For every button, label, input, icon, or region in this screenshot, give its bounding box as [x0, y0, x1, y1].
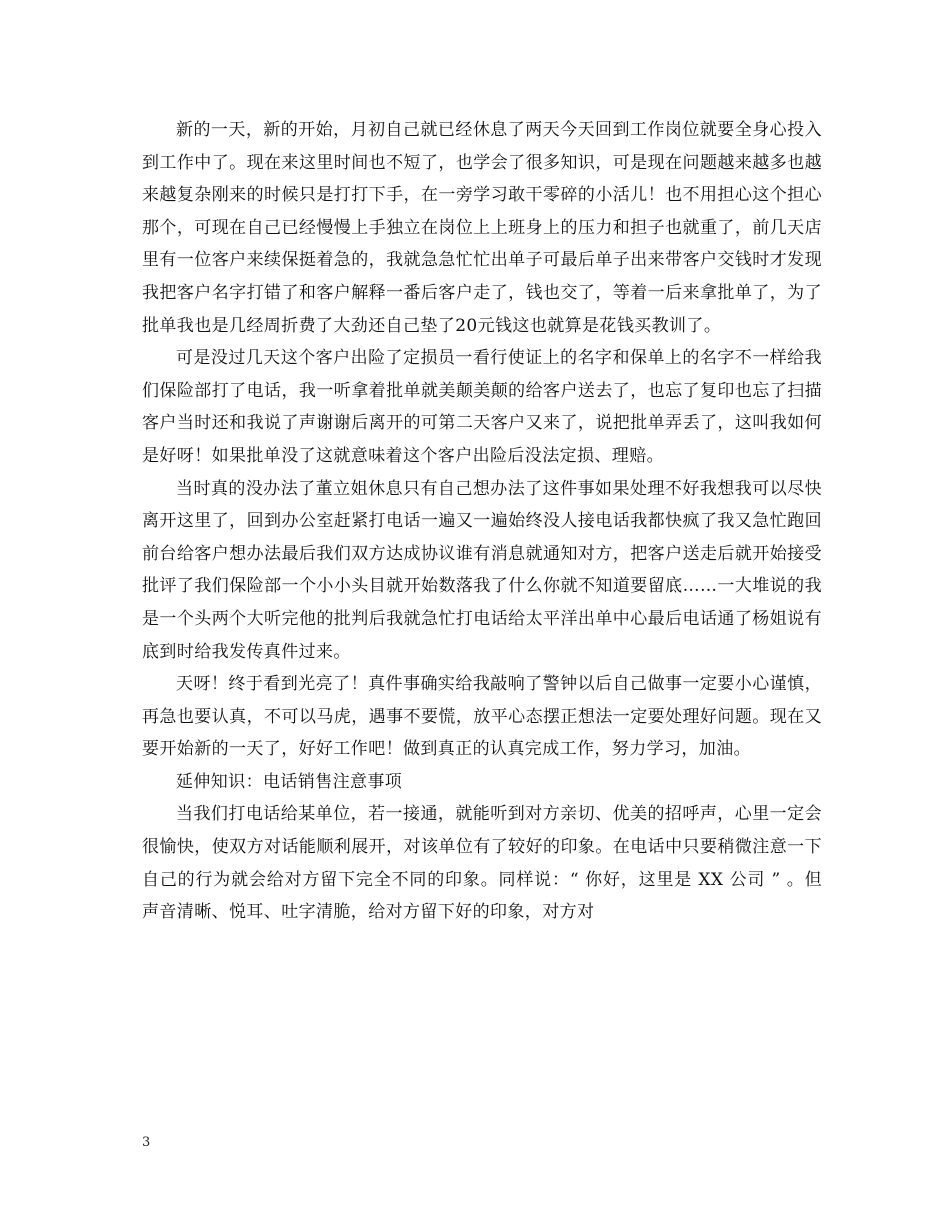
section-heading: 延伸知识：电话销售注意事项: [176, 771, 403, 792]
page-number: 3: [142, 1135, 151, 1150]
document-body: [142, 114, 822, 929]
paragraph-3: 当时真的没办法了董立姐休息只有自己想办法了这件事如果处理不好我想我可以尽快离开这里了，回到办公室赶紧打电话一遍又一遍始终没人接电话我都快疯了我又急忙跑回前台给客户想办法最后我们双方达成协议谁有消息就通知对方，把客户送走后就开始接受批评了我们保险部一个小小头目就开始数落我了什么你就不知道要留底……一大堆说的我是一个头两个大听完他的批判后我就急忙打电话给太平洋出单中心最后电话通了杨姐说有底到时给我发传真件过来。: [142, 478, 822, 662]
paragraph-4: 天呀！终于看到光亮了！真件事确实给我敲响了警钟以后自己做事一定要小心谨慎，再急也要认真，不可以马虎，遇事不要慌，放平心态摆正想法一定要处理好问题。现在又要开始新的一天了，好好工作吧！做到真正的认真完成工作，努力学习，加油。: [142, 674, 822, 760]
paragraph-5: 当我们打电话给某单位，若一接通，就能听到对方亲切、优美的招呼声，心里一定会很愉快，使双方对话能顺利展开，对该单位有了较好的印象。在电话中只要稍微注意一下自己的行为就会给对方留下完全不同的印象。同样说：“ 你好，这里是 XX 公司 ” 。但声音清晰、悦耳、吐字清脆，给对方留下好的印象，对方对: [142, 804, 822, 923]
paragraph-2: 可是没过几天这个客户出险了定损员一看行使证上的名字和保单上的名字不一样给我们保险部打了电话，我一听拿着批单就美颠美颠的给客户送去了，也忘了复印也忘了扫描客户当时还和我说了声谢谢后离开的可第二天客户又来了，说把批单弄丢了，这叫我如何是好呀！如果批单没了这就意味着这个客户出险后没法定损、理赔。: [142, 348, 822, 466]
paragraph-1: 新的一天，新的开始，月初自己就已经休息了两天今天回到工作岗位就要全身心投入到工作中了。现在来这里时间也不短了，也学会了很多知识，可是现在问题越来越多也越来越复杂刚来的时候只是打打下手，在一旁学习敢干零碎的小活儿！也不用担心这个担心那个，可现在自己已经慢慢上手独立在岗位上上班身上的压力和担子也就重了，前几天店里有一位客户来续保挺着急的，我就急急忙忙出单子可最后单子出来带客户交钱时才发现我把客户名字打错了和客户解释一番后客户走了，钱也交了，等着一后来拿批单了，为了批单我也是几经周折费了大劲还自己垫了20元钱这也就算是花钱买教训了。: [142, 120, 822, 336]
